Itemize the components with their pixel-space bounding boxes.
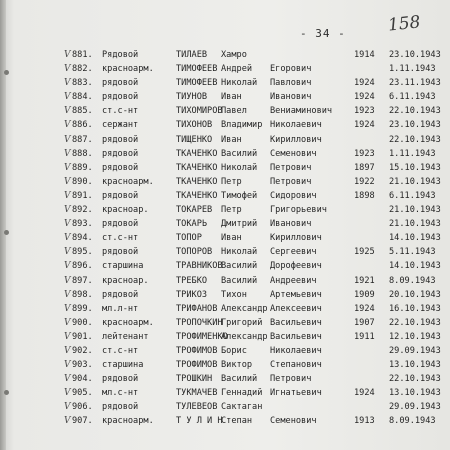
table-row xyxy=(0,414,450,428)
surname: ТКАЧЕНКО xyxy=(176,176,218,187)
table-row xyxy=(0,372,450,386)
table-row xyxy=(0,104,450,118)
surname: ТОПОР xyxy=(176,233,202,244)
military-rank: ст.с-нт xyxy=(102,106,139,117)
table-row xyxy=(0,118,450,132)
patronymic: Сидорович xyxy=(270,190,317,201)
birth-year: 1913 xyxy=(354,416,375,427)
first-name: Василий xyxy=(221,261,258,272)
first-name: Степан xyxy=(221,416,253,427)
record-number: 887. xyxy=(72,134,93,145)
first-name: Геннадий xyxy=(221,388,263,399)
table-row xyxy=(0,259,450,273)
table-row xyxy=(0,274,450,288)
check-mark: V xyxy=(64,303,71,314)
table-row xyxy=(0,231,450,245)
first-name: Виктор xyxy=(221,360,253,371)
table-row xyxy=(0,245,450,259)
check-mark: V xyxy=(64,176,71,187)
surname: ТОКАРЕВ xyxy=(176,205,213,216)
check-mark: V xyxy=(64,402,71,413)
patronymic: Петрович xyxy=(270,374,312,385)
table-row xyxy=(0,217,450,231)
military-rank: сержант xyxy=(102,120,139,131)
record-number: 884. xyxy=(72,92,93,103)
check-mark: V xyxy=(64,50,71,60)
first-name: Николай xyxy=(221,247,258,258)
table-row xyxy=(0,203,450,217)
surname: ТИХОНОВ xyxy=(176,120,213,131)
first-name: Андрей xyxy=(221,64,253,75)
military-rank: ст.с-нт xyxy=(102,345,139,356)
surname: ТУКМАЧЕВ xyxy=(176,388,218,399)
first-name: Петр xyxy=(221,205,242,216)
patronymic: Артемьевич xyxy=(270,289,322,300)
first-name: Григорий xyxy=(221,317,263,328)
record-number: 894. xyxy=(72,233,93,244)
surname: ТКАЧЕНКО xyxy=(176,162,218,173)
record-number: 883. xyxy=(72,78,93,89)
surname: ТРАВНИКОВ xyxy=(176,261,223,272)
surname: Т У Л И Н xyxy=(176,416,223,427)
first-name: Николай xyxy=(221,162,258,173)
military-rank: старшина xyxy=(102,261,144,272)
surname: ТРОФИМЕНКО xyxy=(176,331,228,342)
birth-year: 1924 xyxy=(354,303,375,314)
record-number: 892. xyxy=(72,205,93,216)
page-number: - 34 - xyxy=(300,27,346,40)
record-number: 881. xyxy=(72,50,93,60)
first-name: Александр xyxy=(221,303,268,314)
record-number: 901. xyxy=(72,331,93,342)
military-rank: Рядовой xyxy=(102,50,139,60)
military-rank: красноар. xyxy=(102,205,149,216)
patronymic: Петрович xyxy=(270,176,312,187)
first-name: Сактаган xyxy=(221,402,263,413)
handwritten-page-number: 158 xyxy=(387,12,422,36)
check-mark: V xyxy=(64,92,71,103)
surname: ТРОФИМОВ xyxy=(176,360,218,371)
check-mark: V xyxy=(64,416,71,427)
record-number: 899. xyxy=(72,303,93,314)
birth-year: 1914 xyxy=(354,50,375,60)
military-rank: лейтенант xyxy=(102,331,149,342)
military-rank: рядовой xyxy=(102,134,139,145)
check-mark: V xyxy=(64,374,71,385)
table-row xyxy=(0,189,450,203)
table-row xyxy=(0,288,450,302)
first-name: Николай xyxy=(221,78,258,89)
first-name: Владимир xyxy=(221,120,263,131)
patronymic: Семенович xyxy=(270,416,317,427)
date: 21.10.1943 xyxy=(389,219,441,230)
military-rank: рядовой xyxy=(102,247,139,258)
surname: ТИЩЕНКО xyxy=(176,134,213,145)
patronymic: Андреевич xyxy=(270,275,317,286)
military-rank: мл.л-нт xyxy=(102,303,139,314)
date: 13.10.1943 xyxy=(389,360,441,371)
record-number: 882. xyxy=(72,64,93,75)
surname: ТОКАРЬ xyxy=(176,219,208,230)
military-rank: мл.с-нт xyxy=(102,388,139,399)
record-number: 890. xyxy=(72,176,93,187)
military-rank: красноарм. xyxy=(102,64,154,75)
birth-year: 1897 xyxy=(354,162,375,173)
date: 21.10.1943 xyxy=(389,205,441,216)
patronymic: Васильевич xyxy=(270,331,322,342)
record-list xyxy=(0,48,450,429)
date: 22.10.1943 xyxy=(389,374,441,385)
birth-year: 1925 xyxy=(354,247,375,258)
birth-year: 1923 xyxy=(354,106,375,117)
date: 1.11.1943 xyxy=(389,64,436,75)
military-rank: рядовой xyxy=(102,190,139,201)
date: 15.10.1943 xyxy=(389,162,441,173)
date: 12.10.1943 xyxy=(389,331,441,342)
patronymic: Алексеевич xyxy=(270,303,322,314)
date: 1.11.1943 xyxy=(389,148,436,159)
first-name: Василий xyxy=(221,374,258,385)
first-name: Иван xyxy=(221,233,242,244)
record-number: 900. xyxy=(72,317,93,328)
date: 29.09.1943 xyxy=(389,345,441,356)
patronymic: Павлович xyxy=(270,78,312,89)
check-mark: V xyxy=(64,360,71,371)
record-number: 907. xyxy=(72,416,93,427)
birth-year: 1924 xyxy=(354,78,375,89)
date: 22.10.1943 xyxy=(389,134,441,145)
patronymic: Сергеевич xyxy=(270,247,317,258)
date: 6.11.1943 xyxy=(389,92,436,103)
military-rank: красноарм. xyxy=(102,416,154,427)
record-number: 906. xyxy=(72,402,93,413)
first-name: Дмитрий xyxy=(221,219,258,230)
patronymic: Вениаминович xyxy=(270,106,333,117)
record-number: 897. xyxy=(72,275,93,286)
birth-year: 1924 xyxy=(354,388,375,399)
check-mark: V xyxy=(64,205,71,216)
date: 22.10.1943 xyxy=(389,106,441,117)
date: 22.10.1943 xyxy=(389,317,441,328)
date: 14.10.1943 xyxy=(389,233,441,244)
check-mark: V xyxy=(64,388,71,399)
first-name: Александр xyxy=(221,331,268,342)
check-mark: V xyxy=(64,275,71,286)
first-name: Василий xyxy=(221,148,258,159)
record-number: 902. xyxy=(72,345,93,356)
table-row xyxy=(0,330,450,344)
check-mark: V xyxy=(64,345,71,356)
check-mark: V xyxy=(64,148,71,159)
table-row xyxy=(0,400,450,414)
table-row xyxy=(0,302,450,316)
surname: ТРОШКИН xyxy=(176,374,213,385)
check-mark: V xyxy=(64,261,71,272)
date: 6.11.1943 xyxy=(389,190,436,201)
military-rank: рядовой xyxy=(102,374,139,385)
table-row xyxy=(0,90,450,104)
check-mark: V xyxy=(64,317,71,328)
date: 23.10.1943 xyxy=(389,120,441,131)
record-number: 893. xyxy=(72,219,93,230)
date: 5.11.1943 xyxy=(389,247,436,258)
check-mark: V xyxy=(64,120,71,131)
date: 29.09.1943 xyxy=(389,402,441,413)
surname: ТИХОМИРОВ xyxy=(176,106,223,117)
check-mark: V xyxy=(64,233,71,244)
first-name: Иван xyxy=(221,134,242,145)
surname: ТИМОФЕЕВ xyxy=(176,64,218,75)
military-rank: красноарм. xyxy=(102,317,154,328)
military-rank: красноар. xyxy=(102,275,149,286)
patronymic: Иванович xyxy=(270,219,312,230)
patronymic: Николаевич xyxy=(270,345,322,356)
record-number: 904. xyxy=(72,374,93,385)
table-row xyxy=(0,147,450,161)
military-rank: рядовой xyxy=(102,162,139,173)
table-row xyxy=(0,161,450,175)
check-mark: V xyxy=(64,162,71,173)
record-number: 886. xyxy=(72,120,93,131)
record-number: 888. xyxy=(72,148,93,159)
birth-year: 1898 xyxy=(354,190,375,201)
surname: ТРИКОЗ xyxy=(176,289,208,300)
patronymic: Степанович xyxy=(270,360,322,371)
birth-year: 1924 xyxy=(354,120,375,131)
date: 23.10.1943 xyxy=(389,50,441,60)
surname: ТИМОФЕЕВ xyxy=(176,78,218,89)
record-number: 903. xyxy=(72,360,93,371)
table-row xyxy=(0,316,450,330)
birth-year: 1907 xyxy=(354,317,375,328)
date: 21.10.1943 xyxy=(389,176,441,187)
table-row xyxy=(0,76,450,90)
patronymic: Кириллович xyxy=(270,233,322,244)
patronymic: Петрович xyxy=(270,162,312,173)
military-rank: рядовой xyxy=(102,402,139,413)
military-rank: рядовой xyxy=(102,219,139,230)
military-rank: рядовой xyxy=(102,148,139,159)
date: 8.09.1943 xyxy=(389,416,436,427)
record-number: 889. xyxy=(72,162,93,173)
patronymic: Григорьевич xyxy=(270,205,327,216)
patronymic: Семенович xyxy=(270,148,317,159)
first-name: Василий xyxy=(221,275,258,286)
surname: ТРИФАНОВ xyxy=(176,303,218,314)
military-rank: красноарм. xyxy=(102,176,154,187)
date: 14.10.1943 xyxy=(389,261,441,272)
check-mark: V xyxy=(64,78,71,89)
birth-year: 1922 xyxy=(354,176,375,187)
check-mark: V xyxy=(64,106,71,117)
date: 8.09.1943 xyxy=(389,275,436,286)
surname: ТОПОРОВ xyxy=(176,247,213,258)
surname: ТРОПОЧКИН xyxy=(176,317,223,328)
military-rank: рядовой xyxy=(102,289,139,300)
table-row xyxy=(0,386,450,400)
record-number: 905. xyxy=(72,388,93,399)
surname: ТКАЧЕНКО xyxy=(176,148,218,159)
surname: ТКАЧЕНКО xyxy=(176,190,218,201)
birth-year: 1921 xyxy=(354,275,375,286)
patronymic: Николаевич xyxy=(270,120,322,131)
surname: ТРОФИМОВ xyxy=(176,345,218,356)
first-name: Борис xyxy=(221,345,247,356)
patronymic: Егорович xyxy=(270,64,312,75)
military-rank: старшина xyxy=(102,360,144,371)
surname: ТУЛЕВЕОВ xyxy=(176,402,218,413)
check-mark: V xyxy=(64,247,71,258)
date: 16.10.1943 xyxy=(389,303,441,314)
patronymic: Дорофеевич xyxy=(270,261,322,272)
record-number: 895. xyxy=(72,247,93,258)
table-row xyxy=(0,358,450,372)
record-number: 891. xyxy=(72,190,93,201)
military-rank: рядовой xyxy=(102,78,139,89)
date: 23.11.1943 xyxy=(389,78,441,89)
first-name: Павел xyxy=(221,106,247,117)
first-name: Тимофей xyxy=(221,190,258,201)
military-rank: рядовой xyxy=(102,92,139,103)
surname: ТРЕБКО xyxy=(176,275,208,286)
birth-year: 1924 xyxy=(354,92,375,103)
check-mark: V xyxy=(64,331,71,342)
birth-year: 1909 xyxy=(354,289,375,300)
birth-year: 1911 xyxy=(354,331,375,342)
first-name: Иван xyxy=(221,92,242,103)
check-mark: V xyxy=(64,219,71,230)
surname: ТИУНОВ xyxy=(176,92,208,103)
first-name: Петр xyxy=(221,176,242,187)
patronymic: Кириллович xyxy=(270,134,322,145)
surname: ТИЛАЕВ xyxy=(176,50,208,60)
patronymic: Иванович xyxy=(270,92,312,103)
table-row xyxy=(0,133,450,147)
patronymic: Игнатьевич xyxy=(270,388,322,399)
table-row xyxy=(0,175,450,189)
table-row xyxy=(0,48,450,62)
patronymic: Васильевич xyxy=(270,317,322,328)
check-mark: V xyxy=(64,64,71,75)
record-number: 896. xyxy=(72,261,93,272)
check-mark: V xyxy=(64,190,71,201)
date: 20.10.1943 xyxy=(389,289,441,300)
check-mark: V xyxy=(64,134,71,145)
record-number: 885. xyxy=(72,106,93,117)
first-name: Хамро xyxy=(221,50,247,60)
table-row xyxy=(0,62,450,76)
table-row xyxy=(0,344,450,358)
birth-year: 1923 xyxy=(354,148,375,159)
check-mark: V xyxy=(64,289,71,300)
date: 13.10.1943 xyxy=(389,388,441,399)
record-number: 898. xyxy=(72,289,93,300)
military-rank: ст.с-нт xyxy=(102,233,139,244)
first-name: Тихон xyxy=(221,289,247,300)
